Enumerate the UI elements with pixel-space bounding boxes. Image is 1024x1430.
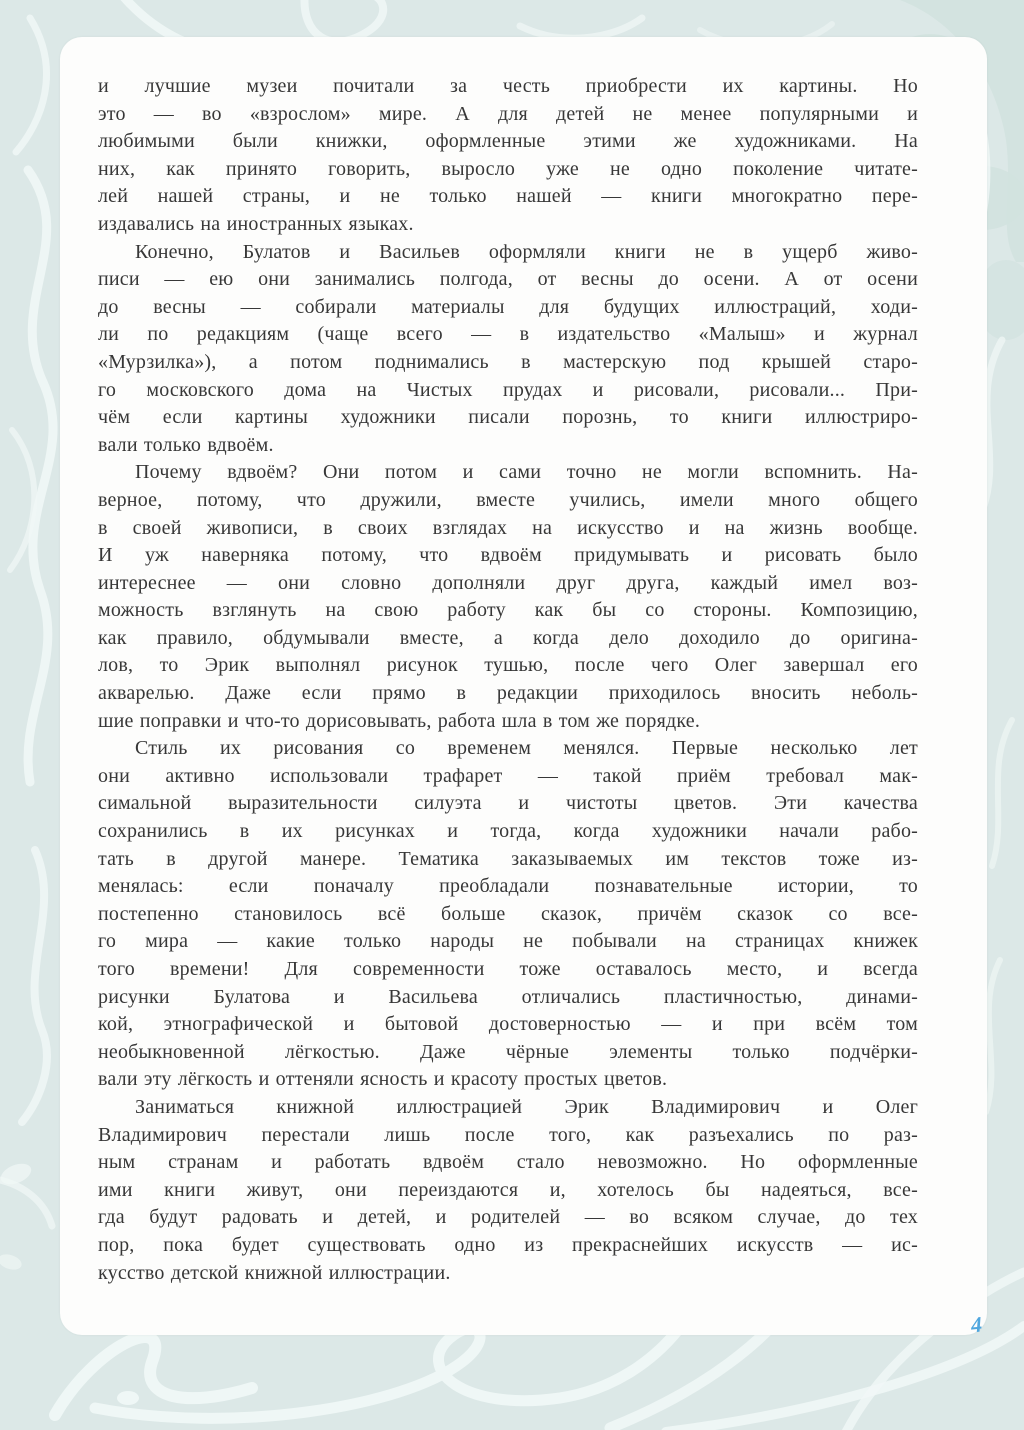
text-line: это — во «взрослом» мире. А для детей не менее популярными и: [98, 102, 918, 125]
text-line: вали эту лёгкость и оттеняли ясность и красоту простых цветов.: [98, 1068, 668, 1091]
text-line: кусство детской книжной иллюстрации.: [98, 1261, 451, 1284]
text-line: необыкновенной лёгкостью. Даже чёрные элементы только подчёрки-: [98, 1040, 918, 1063]
text-line: в своей живописи, в своих взглядах на искусство и на жизнь вообще.: [98, 516, 918, 539]
text-line: и лучшие музеи почитали за честь приобрести их картины. Но: [98, 75, 918, 97]
text-line: Почему вдвоём? Они потом и сами точно не могли вспомнить. На-: [135, 461, 918, 484]
text-line: можность взглянуть на свою работу как бы со стороны. Композицию,: [98, 599, 918, 622]
text-line: акварелью. Даже если прямо в редакции приходилось вносить неболь-: [98, 682, 918, 705]
text-line: ли по редакциям (чаще всего — в издательство «Малыш» и журнал: [98, 323, 918, 346]
text-line: как правило, обдумывали вместе, а когда дело доходило до оригина-: [98, 626, 918, 649]
text-line: того времени! Для современности тоже оставалось место, и всегда: [98, 958, 918, 980]
text-line: до весны — собирали материалы для будущих иллюстраций, ходи-: [98, 295, 918, 318]
text-line: пор, пока будет существовать одно из прекраснейших искусств — ис-: [98, 1233, 918, 1256]
text-line: издавались на иностранных языках.: [98, 212, 414, 235]
paragraph: [98, 73, 918, 239]
text-line: кой, этнографической и бытовой достоверностью — и при всём том: [98, 1013, 918, 1036]
text-line: тать в другой манере. Тематика заказываемых им текстов тоже из-: [98, 847, 918, 870]
text-line: рисунки Булатова и Васильева отличались пластичностью, динами-: [98, 985, 918, 1008]
text-line: менялась: если поначалу преобладали познавательные истории, то: [98, 875, 918, 898]
paragraph: [98, 1094, 918, 1287]
text-line: сохранились в их рисунках и тогда, когда художники начали рабо-: [98, 820, 918, 843]
text-line: гда будут радовать и детей, и родителей — во всяком случае, до тех: [98, 1206, 918, 1229]
text-line: вали только вдвоём.: [98, 433, 274, 456]
text-line: писи — ею они занимались полгода, от весны до осени. А от осени: [98, 268, 918, 291]
text-line: интереснее — они словно дополняли друг друга, каждый имел воз-: [98, 571, 918, 594]
paragraph: [98, 239, 918, 460]
text-line: лей нашей страны, и не только нашей — книги многократно пере-: [98, 185, 918, 208]
text-line: любимыми были книжки, оформленные этими же художниками. На: [98, 130, 918, 153]
text-line: «Мурзилка»), а потом поднимались в мастерскую под крышей старо-: [98, 350, 918, 373]
text-line: верное, потому, что дружили, вместе учились, имели много общего: [98, 488, 918, 511]
text-line: ими книги живут, они переиздаются и, хотелось бы надеяться, все-: [98, 1178, 918, 1201]
text-line: симальной выразительности силуэта и чистоты цветов. Эти качества: [98, 792, 918, 815]
text-line: они активно использовали трафарет — такой приём требовал мак-: [98, 764, 918, 787]
text-line: них, как принято говорить, выросло уже не одно поколение читате-: [98, 157, 918, 180]
text-line: Конечно, Булатов и Васильев оформляли книги не в ущерб живо-: [135, 240, 918, 263]
text-line: чём если картины художники писали порознь, то книги иллюстриро-: [98, 406, 918, 429]
text-line: Заниматься книжной иллюстрацией Эрик Владимирович и Олег: [135, 1095, 918, 1118]
paragraph: [98, 459, 918, 735]
book-page: [60, 37, 987, 1335]
text-line: лов, то Эрик выполнял рисунок тушью, после чего Олег завершал его: [98, 654, 918, 677]
page-number: 4: [969, 1311, 984, 1338]
text-line: го московского дома на Чистых прудах и рисовали, рисовали... При-: [98, 378, 918, 401]
text-line: Владимирович перестали лишь после того, как разъехались по раз-: [98, 1123, 918, 1146]
text-line: ным странам и работать вдвоём стало невозможно. Но оформленные: [98, 1151, 918, 1174]
text-line: Стиль их рисования со временем менялся. Первые несколько лет: [135, 737, 918, 760]
text-line: постепенно становилось всё больше сказок, причём сказок со все-: [98, 902, 918, 925]
page-text-area: [98, 73, 918, 1287]
paragraph: [98, 735, 918, 1094]
text-line: шие поправки и что-то дорисовывать, работа шла в том же порядке.: [98, 709, 701, 732]
text-line: го мира — какие только народы не побывали на страницах книжек: [98, 930, 918, 953]
text-line: И уж наверняка потому, что вдвоём придумывать и рисовать было: [98, 544, 918, 567]
